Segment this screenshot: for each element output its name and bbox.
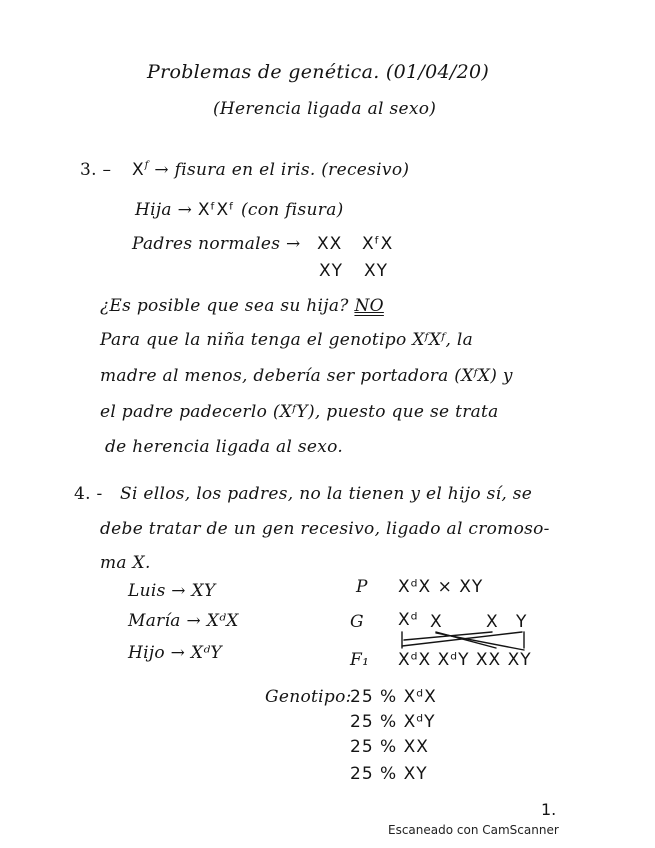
- padres-option-2a: XY: [319, 261, 344, 281]
- padres-label: Padres normales →: [132, 234, 301, 254]
- explanation-line-2: madre al menos, debería ser portadora (XᶠX) y: [100, 366, 513, 386]
- scanner-watermark: Escaneado con CamScanner: [388, 823, 559, 837]
- cross-f1-label: F₁: [350, 650, 370, 670]
- cross-p-label: P: [356, 577, 368, 597]
- padres-option-1b: XᶠX: [362, 234, 394, 254]
- padres-option-1a: XX: [317, 234, 343, 254]
- genotipo-result-4: 25 % XY: [350, 764, 428, 784]
- explanation-line-4: de herencia ligada al sexo.: [105, 437, 344, 457]
- problem-4-number: 4. -: [74, 484, 103, 504]
- explanation-line-1: Para que la niña tenga el genotipo XᶠXᶠ, la: [100, 330, 474, 350]
- explanation-line-3: el padre padecerlo (XᶠY), puesto que se trata: [100, 402, 499, 422]
- gamete-1: Xᵈ: [398, 610, 419, 630]
- cross-line-5: [404, 632, 492, 640]
- problem-4-line-3: ma X.: [100, 553, 151, 573]
- hija-line: Hija → XᶠXᶠ (con fisura): [135, 200, 344, 220]
- gamete-4: Y: [516, 612, 528, 632]
- luis-genotype: Luis → XY: [128, 581, 216, 601]
- question-line: ¿Es posible que sea su hija? NO: [100, 296, 384, 316]
- gamete-3: X: [486, 612, 499, 632]
- padres-option-2b: XY: [364, 261, 389, 281]
- cross-f1: XᵈX XᵈY XX XY: [398, 650, 532, 670]
- page-title: Problemas de genética. (01/04/20): [147, 61, 490, 83]
- maria-genotype: María → XᵈX: [128, 611, 239, 631]
- genotipo-result-2: 25 % XᵈY: [350, 712, 436, 732]
- page-subtitle: (Herencia ligada al sexo): [213, 99, 437, 119]
- problem-4-line-2: debe tratar de un gen recesivo, ligado al cromoso-: [100, 519, 550, 539]
- allele-definition: $X^f$ → fisura en el iris. (recesivo): [132, 160, 410, 180]
- hijo-genotype: Hijo → XᵈY: [128, 643, 222, 663]
- cross-parents: XᵈX × XY: [398, 577, 484, 597]
- cross-g-label: G: [350, 612, 364, 632]
- problem-4-line-1: Si ellos, los padres, no la tienen y el hijo sí, se: [120, 484, 533, 504]
- genotipo-result-1: 25 % XᵈX: [350, 687, 437, 707]
- problem-3-number: 3. –: [80, 160, 112, 180]
- genotipo-result-3: 25 % XX: [350, 737, 429, 757]
- genotipo-label: Genotipo:: [265, 687, 352, 707]
- page-number: 1.: [541, 800, 557, 819]
- gamete-2: X: [430, 612, 443, 632]
